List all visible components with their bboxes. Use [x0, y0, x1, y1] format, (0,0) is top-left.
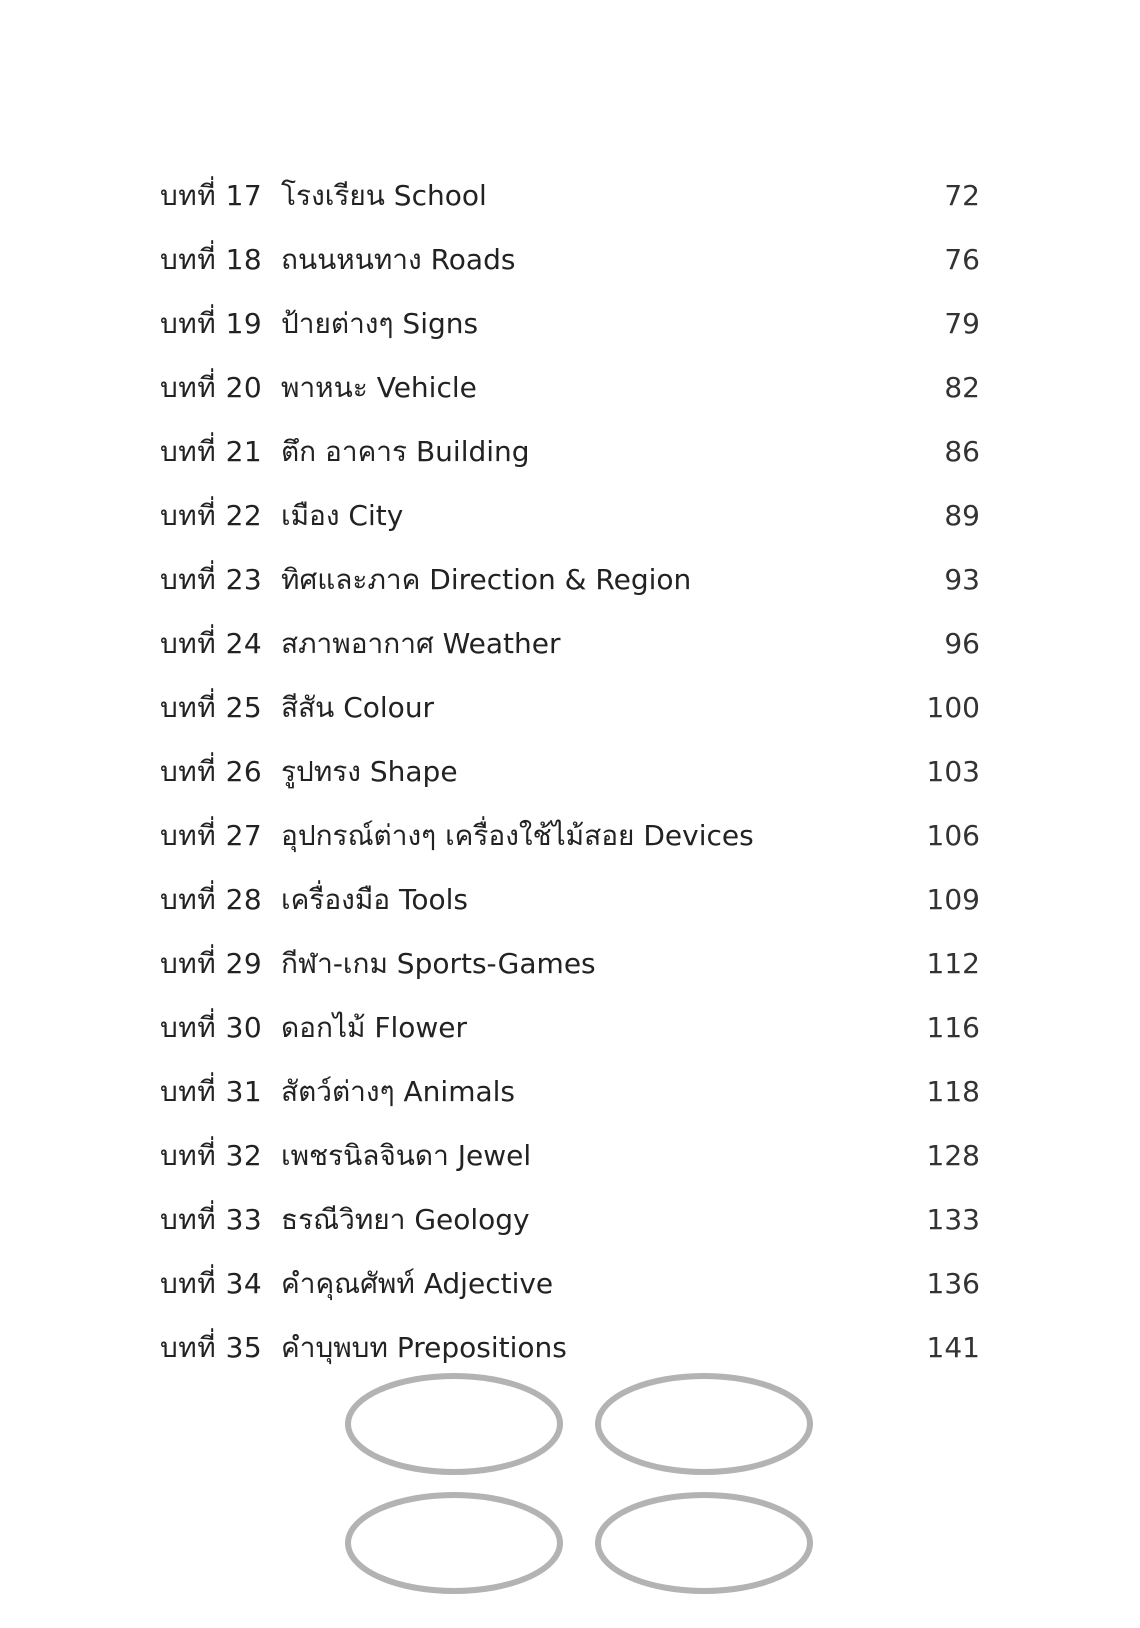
chapter-number: บทที่ 31: [160, 1075, 263, 1108]
decorative-oval: [598, 1376, 810, 1472]
chapter-number: บทที่ 23: [160, 563, 263, 596]
chapter-number: บทที่ 30: [160, 1011, 263, 1044]
chapter-title: พาหนะ Vehicle: [281, 371, 477, 404]
chapter-number: บทที่ 28: [160, 883, 263, 916]
page-number: 136: [926, 1267, 980, 1300]
chapter-title: ตึก อาคาร Building: [281, 435, 530, 468]
page-number: 133: [926, 1203, 980, 1236]
chapter-number: บทที่ 21: [160, 435, 263, 468]
chapter-title: ดอกไม้ Flower: [281, 1011, 468, 1044]
chapter-title: รูปทรง Shape: [281, 755, 458, 788]
page-number: 141: [926, 1331, 980, 1364]
chapter-number: บทที่ 17: [160, 179, 263, 212]
page-number: 109: [926, 883, 980, 916]
chapter-number: บทที่ 33: [160, 1203, 263, 1236]
chapter-title: เครื่องมือ Tools: [281, 883, 468, 916]
chapter-number: บทที่ 35: [160, 1331, 263, 1364]
decorative-oval: [348, 1495, 560, 1591]
decorative-oval: [348, 1376, 560, 1472]
chapter-title: เมือง City: [281, 499, 404, 532]
page-number: 106: [926, 819, 980, 852]
chapter-number: บทที่ 29: [160, 947, 263, 980]
chapter-number: บทที่ 19: [160, 307, 263, 340]
page-number: 96: [944, 627, 980, 660]
chapter-title: ทิศและภาค Direction & Region: [281, 563, 692, 596]
page-number: 93: [944, 563, 980, 596]
page-number: 116: [926, 1011, 980, 1044]
decorative-oval: [598, 1495, 810, 1591]
page-number: 112: [926, 947, 980, 980]
chapter-title: ป้ายต่างๆ Signs: [281, 307, 479, 340]
page-number: 89: [944, 499, 980, 532]
chapter-number: บทที่ 18: [160, 243, 263, 276]
chapter-title: สีสัน Colour: [281, 691, 435, 724]
chapter-number: บทที่ 20: [160, 371, 263, 404]
chapter-title: โรงเรียน School: [281, 179, 487, 212]
page-number: 79: [944, 307, 980, 340]
chapter-title: สภาพอากาศ Weather: [281, 627, 561, 660]
chapter-title: คำบุพบท Prepositions: [281, 1331, 567, 1364]
page-number: 82: [944, 371, 980, 404]
chapter-number: บทที่ 32: [160, 1139, 263, 1172]
page-number: 76: [944, 243, 980, 276]
chapter-title: ธรณีวิทยา Geology: [281, 1203, 530, 1236]
chapter-title: สัตว์ต่างๆ Animals: [281, 1075, 515, 1108]
chapter-number: บทที่ 34: [160, 1267, 263, 1300]
chapter-title: อุปกรณ์ต่างๆ เครื่องใช้ไม้สอย Devices: [281, 819, 754, 852]
chapter-number: บทที่ 26: [160, 755, 263, 788]
page-number: 72: [944, 179, 980, 212]
chapter-title: คำคุณศัพท์ Adjective: [281, 1267, 554, 1300]
page-number: 100: [926, 691, 980, 724]
chapter-number: บทที่ 27: [160, 819, 263, 852]
chapter-number: บทที่ 24: [160, 627, 263, 660]
chapter-title: เพชรนิลจินดา Jewel: [281, 1139, 532, 1172]
page-number: 86: [944, 435, 980, 468]
page-number: 103: [926, 755, 980, 788]
chapter-number: บทที่ 25: [160, 691, 263, 724]
chapter-title: ถนนหนทาง Roads: [281, 243, 516, 276]
chapter-title: กีฬา-เกม Sports-Games: [281, 947, 596, 980]
page-number: 118: [926, 1075, 980, 1108]
chapter-number: บทที่ 22: [160, 499, 263, 532]
page-number: 128: [926, 1139, 980, 1172]
